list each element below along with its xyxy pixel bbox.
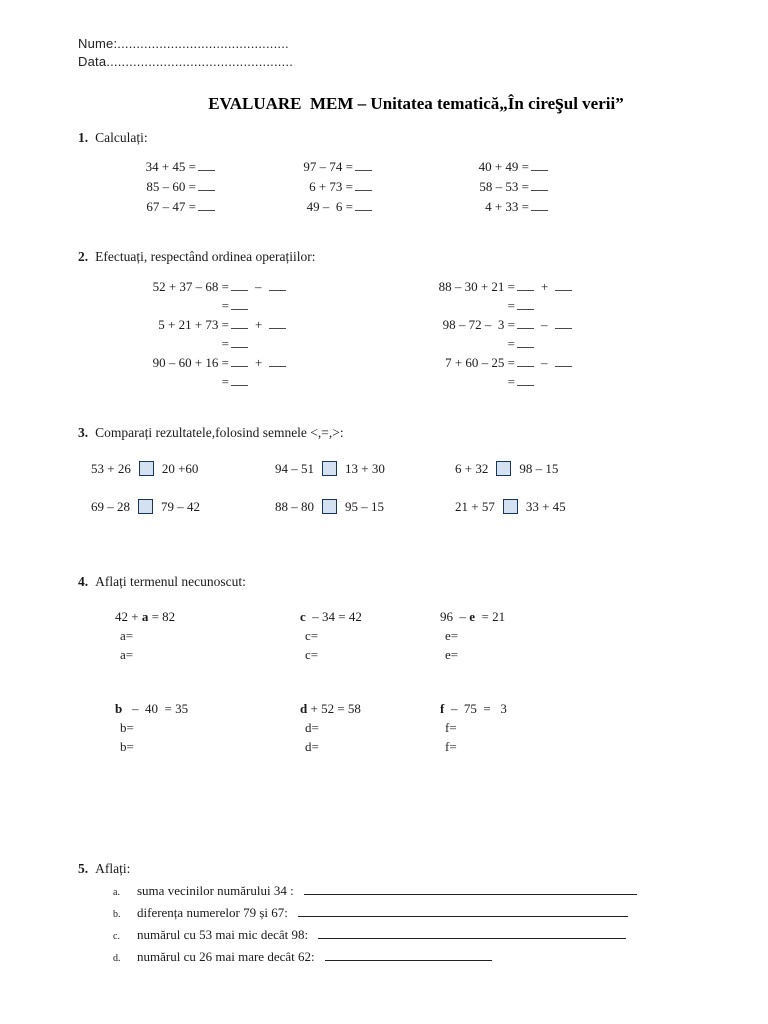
order-problem bbox=[131, 315, 417, 353]
problem-line-2 bbox=[131, 296, 417, 315]
left-expression: 53 + 26 bbox=[91, 461, 131, 476]
expression: 7 + 60 – 25 = bbox=[445, 355, 515, 370]
operator-sign: – bbox=[541, 355, 548, 370]
left-expression: 6 + 32 bbox=[455, 461, 489, 476]
operator-sign: – bbox=[255, 279, 262, 294]
sub-answer-line[interactable]: e= bbox=[445, 628, 459, 643]
answer-blank[interactable] bbox=[355, 179, 372, 191]
comparison-item bbox=[275, 458, 455, 480]
heading-text: Efectuați, respectând ordinea operațiilor: bbox=[95, 249, 316, 264]
header bbox=[78, 0, 768, 71]
expression: 49 – 6 = bbox=[306, 199, 353, 214]
right-expression: 79 – 42 bbox=[161, 499, 200, 514]
problem-line-2 bbox=[417, 334, 768, 353]
problem-line-2 bbox=[417, 296, 768, 315]
order-problems-column-right bbox=[417, 277, 768, 391]
word-problem-item bbox=[113, 925, 768, 947]
calc-exercise bbox=[463, 197, 768, 217]
sub-answer-line[interactable]: d= bbox=[305, 720, 319, 735]
answer-line[interactable] bbox=[298, 905, 628, 917]
comparison-item bbox=[455, 496, 768, 518]
equals-sign: = bbox=[221, 374, 229, 389]
variable: c bbox=[300, 609, 306, 624]
item-text: numărul cu 53 mai mic decât 98: bbox=[137, 927, 309, 942]
equation bbox=[440, 699, 768, 718]
equation-post: = 82 bbox=[148, 609, 176, 624]
answer-blank[interactable] bbox=[231, 355, 248, 367]
equation-post: = 21 bbox=[475, 609, 506, 624]
right-expression: 98 – 15 bbox=[519, 461, 559, 476]
unknown-term-item bbox=[440, 607, 768, 664]
expression: 97 – 74 = bbox=[303, 159, 353, 174]
left-expression: 69 – 28 bbox=[91, 499, 130, 514]
equation bbox=[440, 607, 768, 626]
answer-blank[interactable] bbox=[517, 336, 534, 348]
heading-text: Aflați termenul necunoscut: bbox=[95, 574, 246, 589]
comparison-item bbox=[91, 496, 275, 518]
answer-blank[interactable] bbox=[231, 298, 248, 310]
sub-answer-line[interactable]: a= bbox=[120, 647, 134, 662]
variable: b bbox=[115, 701, 123, 716]
operator-sign: + bbox=[541, 279, 549, 294]
section-2-heading bbox=[78, 249, 768, 265]
expression: 58 – 53 = bbox=[479, 179, 529, 194]
heading-text: Comparați rezultatele,folosind semnele <,=,>: bbox=[95, 425, 344, 440]
variable: f bbox=[440, 701, 445, 716]
expression: 4 + 33 = bbox=[485, 199, 529, 214]
item-letter: a. bbox=[113, 887, 120, 898]
expression: 67 – 47 = bbox=[146, 199, 196, 214]
problem-line-1 bbox=[417, 353, 768, 372]
equation-post: – 34 = 42 bbox=[305, 609, 362, 624]
answer-blank[interactable] bbox=[517, 317, 534, 329]
title-part-1: EVALUARE MEM – Unitatea tematică„În cire bbox=[208, 94, 556, 113]
answer-blank[interactable] bbox=[555, 355, 572, 367]
answer-blank[interactable] bbox=[531, 179, 548, 191]
expression: 5 + 21 + 73 = bbox=[158, 317, 229, 332]
equals-sign: = bbox=[221, 298, 229, 313]
equation-post: – 40 = 35 bbox=[122, 701, 189, 716]
answer-blank[interactable] bbox=[269, 279, 286, 291]
section-4-row-2 bbox=[115, 699, 768, 756]
unknown-term-item bbox=[440, 699, 768, 756]
calc-exercise bbox=[287, 177, 463, 197]
equals-sign: = bbox=[507, 374, 515, 389]
section-5-heading bbox=[78, 861, 768, 877]
right-expression: 95 – 15 bbox=[345, 499, 384, 514]
expression: 6 + 73 = bbox=[309, 179, 353, 194]
answer-blank[interactable] bbox=[231, 317, 248, 329]
section-1-heading bbox=[78, 130, 768, 146]
order-problem bbox=[417, 277, 768, 315]
answer-blank[interactable] bbox=[198, 199, 215, 211]
sub-answer-line[interactable]: a= bbox=[120, 628, 134, 643]
word-problem-item bbox=[113, 903, 768, 925]
answer-line[interactable] bbox=[304, 883, 637, 895]
worksheet-title bbox=[0, 91, 768, 114]
expression: 90 – 60 + 16 = bbox=[152, 355, 229, 370]
equals-sign: = bbox=[221, 336, 229, 351]
expression: 52 + 37 – 68 = bbox=[152, 279, 229, 294]
calc-exercise bbox=[463, 157, 768, 177]
heading-number: 4. bbox=[78, 574, 89, 589]
item-letter: d. bbox=[113, 953, 121, 964]
answer-blank[interactable] bbox=[531, 199, 548, 211]
answer-blank[interactable] bbox=[198, 179, 215, 191]
calc-exercise bbox=[463, 177, 768, 197]
equation bbox=[300, 607, 440, 626]
answer-blank[interactable] bbox=[517, 279, 534, 291]
order-problems-column-left bbox=[131, 277, 417, 391]
operator-sign: – bbox=[541, 317, 548, 332]
equation-pre: 42 + bbox=[115, 609, 142, 624]
unknown-term-item bbox=[115, 607, 300, 664]
answer-line[interactable] bbox=[325, 949, 492, 961]
left-expression: 88 – 80 bbox=[275, 499, 314, 514]
sub-answer-line[interactable]: b= bbox=[120, 739, 134, 754]
name-line: Nume:............................................. bbox=[78, 36, 289, 51]
heading-text: Aflați: bbox=[95, 861, 131, 876]
variable: d bbox=[300, 701, 308, 716]
sub-answer-line[interactable]: c= bbox=[305, 628, 319, 643]
date-line: Data................................................. bbox=[78, 54, 294, 69]
item-letter: c. bbox=[113, 931, 120, 942]
section-4-heading bbox=[78, 574, 768, 590]
section-5-items bbox=[113, 881, 768, 969]
section-3-heading bbox=[78, 425, 768, 441]
equation bbox=[115, 699, 300, 718]
sub-answer-line[interactable]: c= bbox=[305, 647, 319, 662]
heading-number: 2. bbox=[78, 249, 89, 264]
section-3-exercises bbox=[91, 458, 768, 518]
unknown-term-item bbox=[115, 699, 300, 756]
comparison-box[interactable] bbox=[496, 461, 511, 476]
operator-sign: + bbox=[255, 317, 263, 332]
right-expression: 13 + 30 bbox=[345, 461, 385, 476]
answer-blank[interactable] bbox=[269, 317, 286, 329]
equation-pre: 96 – bbox=[440, 609, 470, 624]
heading-number: 3. bbox=[78, 425, 89, 440]
problem-line-1 bbox=[131, 315, 417, 334]
answer-blank[interactable] bbox=[231, 336, 248, 348]
variable: e bbox=[469, 609, 476, 624]
calc-exercise bbox=[130, 177, 287, 197]
word-problem-item bbox=[113, 947, 768, 969]
left-expression: 94 – 51 bbox=[275, 461, 314, 476]
calc-exercise bbox=[287, 197, 463, 217]
right-expression: 20 +60 bbox=[161, 461, 199, 476]
expression: 34 + 45 = bbox=[145, 159, 196, 174]
comparison-box[interactable] bbox=[139, 461, 154, 476]
sub-answer-line[interactable]: b= bbox=[120, 720, 134, 735]
comparison-box[interactable] bbox=[138, 499, 153, 514]
heading-text: Calculați: bbox=[95, 130, 148, 145]
sub-answer-line[interactable]: f= bbox=[445, 739, 457, 754]
comparison-box[interactable] bbox=[503, 499, 518, 514]
comparison-item bbox=[275, 496, 455, 518]
answer-blank[interactable] bbox=[517, 298, 534, 310]
problem-line-1 bbox=[417, 315, 768, 334]
answer-blank[interactable] bbox=[517, 374, 534, 386]
expression: 98 – 72 – 3 = bbox=[442, 317, 515, 332]
answer-blank[interactable] bbox=[355, 159, 372, 171]
calc-exercise bbox=[130, 197, 287, 217]
answer-blank[interactable] bbox=[231, 279, 248, 291]
problem-line-1 bbox=[131, 277, 417, 296]
calc-exercise bbox=[130, 157, 287, 177]
problem-line-1 bbox=[131, 353, 417, 372]
equation-post: + 52 = 58 bbox=[307, 701, 361, 716]
problem-line-2 bbox=[131, 372, 417, 391]
comparison-box[interactable] bbox=[322, 499, 337, 514]
section-1-exercises bbox=[130, 157, 768, 217]
order-problem bbox=[131, 353, 417, 391]
answer-blank[interactable] bbox=[198, 159, 215, 171]
item-text: suma vecinilor numărului 34 : bbox=[137, 883, 294, 898]
equals-sign: = bbox=[507, 298, 515, 313]
operator-sign: + bbox=[255, 355, 263, 370]
sub-answer-line[interactable]: e= bbox=[445, 647, 459, 662]
heading-number: 1. bbox=[78, 130, 89, 145]
item-text: numărul cu 26 mai mare decât 62: bbox=[137, 949, 315, 964]
sub-answer-line[interactable]: f= bbox=[445, 720, 457, 735]
equation bbox=[300, 699, 440, 718]
equation-post: – 75 = 3 bbox=[444, 701, 507, 716]
left-expression: 21 + 57 bbox=[455, 499, 495, 514]
problem-line-1 bbox=[417, 277, 768, 296]
title-part-2: ş bbox=[555, 89, 564, 114]
answer-blank[interactable] bbox=[517, 355, 534, 367]
variable: a bbox=[141, 609, 149, 624]
answer-blank[interactable] bbox=[555, 279, 572, 291]
answer-blank[interactable] bbox=[531, 159, 548, 171]
problem-line-2 bbox=[131, 334, 417, 353]
order-problem bbox=[417, 315, 768, 353]
expression: 88 – 30 + 21 = bbox=[438, 279, 515, 294]
answer-blank[interactable] bbox=[269, 355, 286, 367]
word-problem-item bbox=[113, 881, 768, 903]
item-text: diferența numerelor 79 și 67: bbox=[137, 905, 288, 920]
unknown-term-item bbox=[300, 699, 440, 756]
heading-number: 5. bbox=[78, 861, 89, 876]
expression: 85 – 60 = bbox=[146, 179, 196, 194]
right-expression: 33 + 45 bbox=[525, 499, 566, 514]
comparison-box[interactable] bbox=[322, 461, 337, 476]
answer-blank[interactable] bbox=[555, 317, 572, 329]
order-problem bbox=[131, 277, 417, 315]
expression: 40 + 49 = bbox=[478, 159, 529, 174]
sub-answer-line[interactable]: d= bbox=[305, 739, 319, 754]
answer-blank[interactable] bbox=[355, 199, 372, 211]
unknown-term-item bbox=[300, 607, 440, 664]
equals-sign: = bbox=[507, 336, 515, 351]
answer-line[interactable] bbox=[318, 927, 626, 939]
calc-exercise bbox=[287, 157, 463, 177]
equation bbox=[115, 607, 300, 626]
item-letter: b. bbox=[113, 909, 121, 920]
section-4-row-1 bbox=[115, 607, 768, 664]
order-problem bbox=[417, 353, 768, 391]
comparison-item bbox=[455, 458, 768, 480]
title-part-3: ul verii” bbox=[563, 94, 624, 113]
comparison-item bbox=[91, 458, 275, 480]
problem-line-2 bbox=[417, 372, 768, 391]
section-2-exercises bbox=[131, 277, 768, 391]
answer-blank[interactable] bbox=[231, 374, 248, 386]
